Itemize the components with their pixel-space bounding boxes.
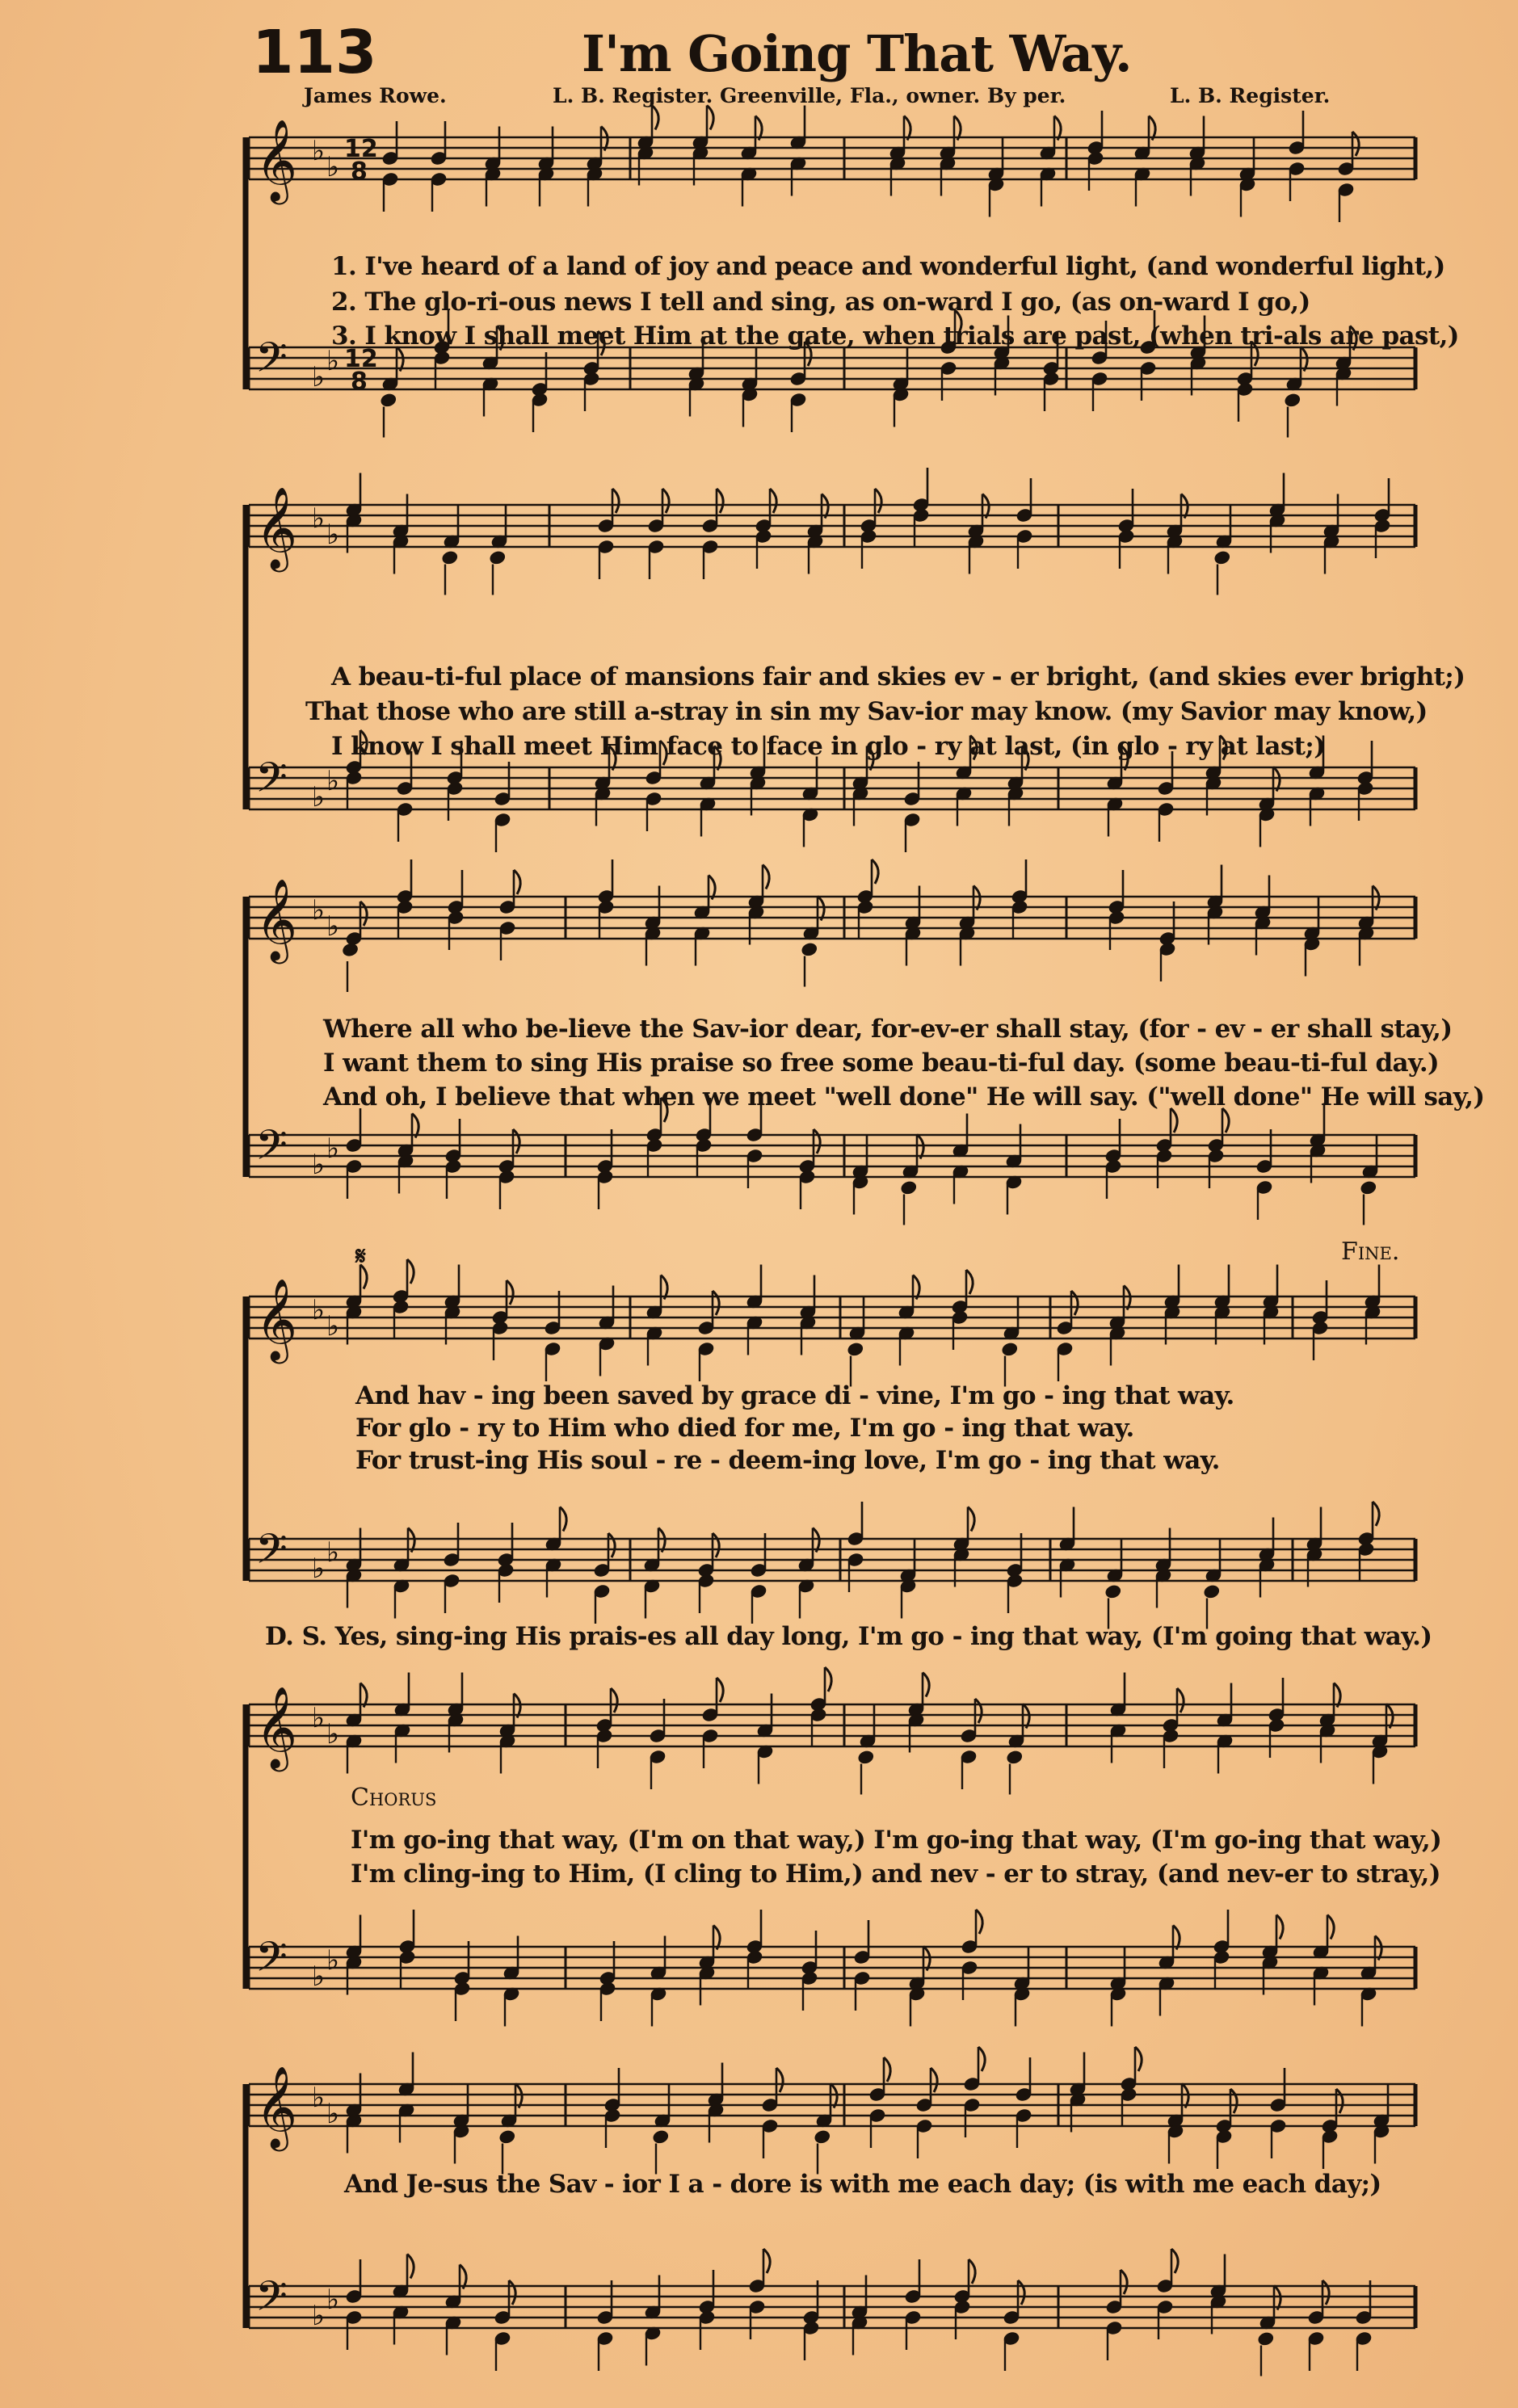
- svg-text:𝄢: 𝄢: [255, 1932, 288, 1991]
- svg-text:♭: ♭: [326, 151, 340, 183]
- lyric-line-4-verse-1: And hav - ing been saved by grace di - vine, I'm go - ing that way.: [355, 1381, 1234, 1410]
- lyric-line-4-verse-3: For trust-ing His soul - re - deem-ing love, I'm go - ing that way.: [355, 1446, 1220, 1475]
- svg-text:♭: ♭: [312, 781, 326, 813]
- chorus-marker: Chorus: [351, 1784, 437, 1812]
- lyric-line-1-verse-2: 2. The glo-ri-ous news I tell and sing, as on-ward I go, (as on-ward I go,): [331, 288, 1310, 317]
- svg-text:♭: ♭: [326, 1944, 340, 1977]
- svg-text:♭: ♭: [326, 1133, 340, 1165]
- svg-text:♭: ♭: [326, 2284, 340, 2316]
- svg-text:𝄢: 𝄢: [255, 333, 288, 392]
- svg-text:𝄞: 𝄞: [255, 2065, 298, 2148]
- svg-text:8: 8: [351, 158, 368, 186]
- svg-text:♭: ♭: [312, 894, 326, 927]
- svg-text:𝄢: 𝄢: [255, 2271, 288, 2330]
- svg-text:𝄢: 𝄢: [255, 1120, 288, 1179]
- svg-text:♭: ♭: [312, 502, 326, 535]
- svg-text:♭: ♭: [312, 2082, 326, 2114]
- lyric-line-3-verse-3: And oh, I believe that when we meet "well done" He will say. ("well done" He will say,): [323, 1082, 1485, 1112]
- lyric-line-2-verse-1: A beau-ti-ful place of mansions fair and skies ev - er bright, (and skies ever bright;): [331, 662, 1465, 691]
- svg-text:𝄞: 𝄞: [255, 877, 298, 960]
- svg-text:𝄞: 𝄞: [255, 485, 298, 569]
- svg-text:♭: ♭: [326, 2098, 340, 2130]
- lyric-line-3-verse-1: Where all who be-lieve the Sav-ior dear, for-ev-er shall stay, (for - ev - er shall stay,): [323, 1015, 1453, 1044]
- svg-text:♭: ♭: [326, 345, 340, 377]
- fine-marker: Fine.: [1341, 1238, 1400, 1266]
- lyric-line-5-verse-1: I'm go-ing that way, (I'm on that way,) I'm go-ing that way, (I'm go-ing that way,): [351, 1826, 1442, 1855]
- svg-text:♭: ♭: [312, 2300, 326, 2332]
- svg-text:♭: ♭: [326, 1718, 340, 1750]
- credit-words: James Rowe.: [304, 84, 447, 107]
- svg-text:𝄞: 𝄞: [255, 1685, 298, 1768]
- credit-music: L. B. Register.: [1170, 84, 1331, 107]
- svg-text:♭: ♭: [312, 361, 326, 393]
- svg-text:12: 12: [344, 135, 378, 163]
- svg-text:♭: ♭: [312, 1149, 326, 1181]
- lyric-line-4-verse-2: For glo - ry to Him who died for me, I'm go - ing that way.: [355, 1414, 1134, 1443]
- hymn-number: 113: [252, 18, 377, 87]
- svg-text:♭: ♭: [312, 1294, 326, 1326]
- svg-text:♭: ♭: [312, 1960, 326, 1993]
- lyric-line-1-verse-3: 3. I know I shall meet Him at the gate, when trials are past, (when tri-als are past,): [331, 321, 1459, 351]
- svg-text:♭: ♭: [326, 765, 340, 797]
- music-system-2: [0, 473, 1518, 812]
- svg-text:♭: ♭: [312, 1553, 326, 1585]
- svg-text:𝄞: 𝄞: [255, 118, 298, 201]
- lyric-line-1-verse-1: 1. I've heard of a land of joy and peace and wonderful light, (and wonderful light,): [331, 252, 1445, 281]
- credit-owner: L. B. Register. Greenville, Fla., owner. By per.: [553, 84, 1066, 107]
- svg-text:𝄢: 𝄢: [255, 1524, 288, 1583]
- lyric-line-5-verse-2: I'm cling-ing to Him, (I cling to Him,) and nev - er to stray, (and nev-er to stray,): [351, 1860, 1440, 1889]
- svg-text:12: 12: [344, 345, 378, 373]
- svg-text:♭: ♭: [326, 519, 340, 551]
- hymn-title: I'm Going That Way.: [582, 24, 1132, 83]
- svg-text:♭: ♭: [326, 1536, 340, 1569]
- music-system-6: [0, 2052, 1518, 2391]
- svg-text:♭: ♭: [312, 1702, 326, 1734]
- da-segno-line: D. S. Yes, sing-ing His prais-es all day long, I'm go - ing that way, (I'm going that way.): [265, 1622, 1432, 1651]
- svg-text:𝄞: 𝄞: [255, 1277, 298, 1360]
- lyric-line-6-verse-1: And Je-sus the Sav - ior I a - dore is with me each day; (is with me each day;): [344, 2170, 1381, 2199]
- svg-text:♭: ♭: [312, 135, 326, 167]
- lyric-line-3-verse-2: I want them to sing His praise so free some beau-ti-ful day. (some beau-ti-ful day.): [323, 1049, 1440, 1078]
- svg-text:♭: ♭: [326, 910, 340, 943]
- lyric-line-2-verse-3: I know I shall meet Him face to face in glo - ry at last, (in glo - ry at last;): [331, 732, 1326, 761]
- lyric-line-2-verse-2: That those who are still a-stray in sin my Sav-ior may know. (my Savior may know,): [305, 697, 1428, 726]
- svg-text:♭: ♭: [326, 1310, 340, 1343]
- svg-text:8: 8: [351, 368, 368, 396]
- segno-sign: 𝄋: [355, 1242, 366, 1271]
- svg-text:𝄢: 𝄢: [255, 753, 288, 812]
